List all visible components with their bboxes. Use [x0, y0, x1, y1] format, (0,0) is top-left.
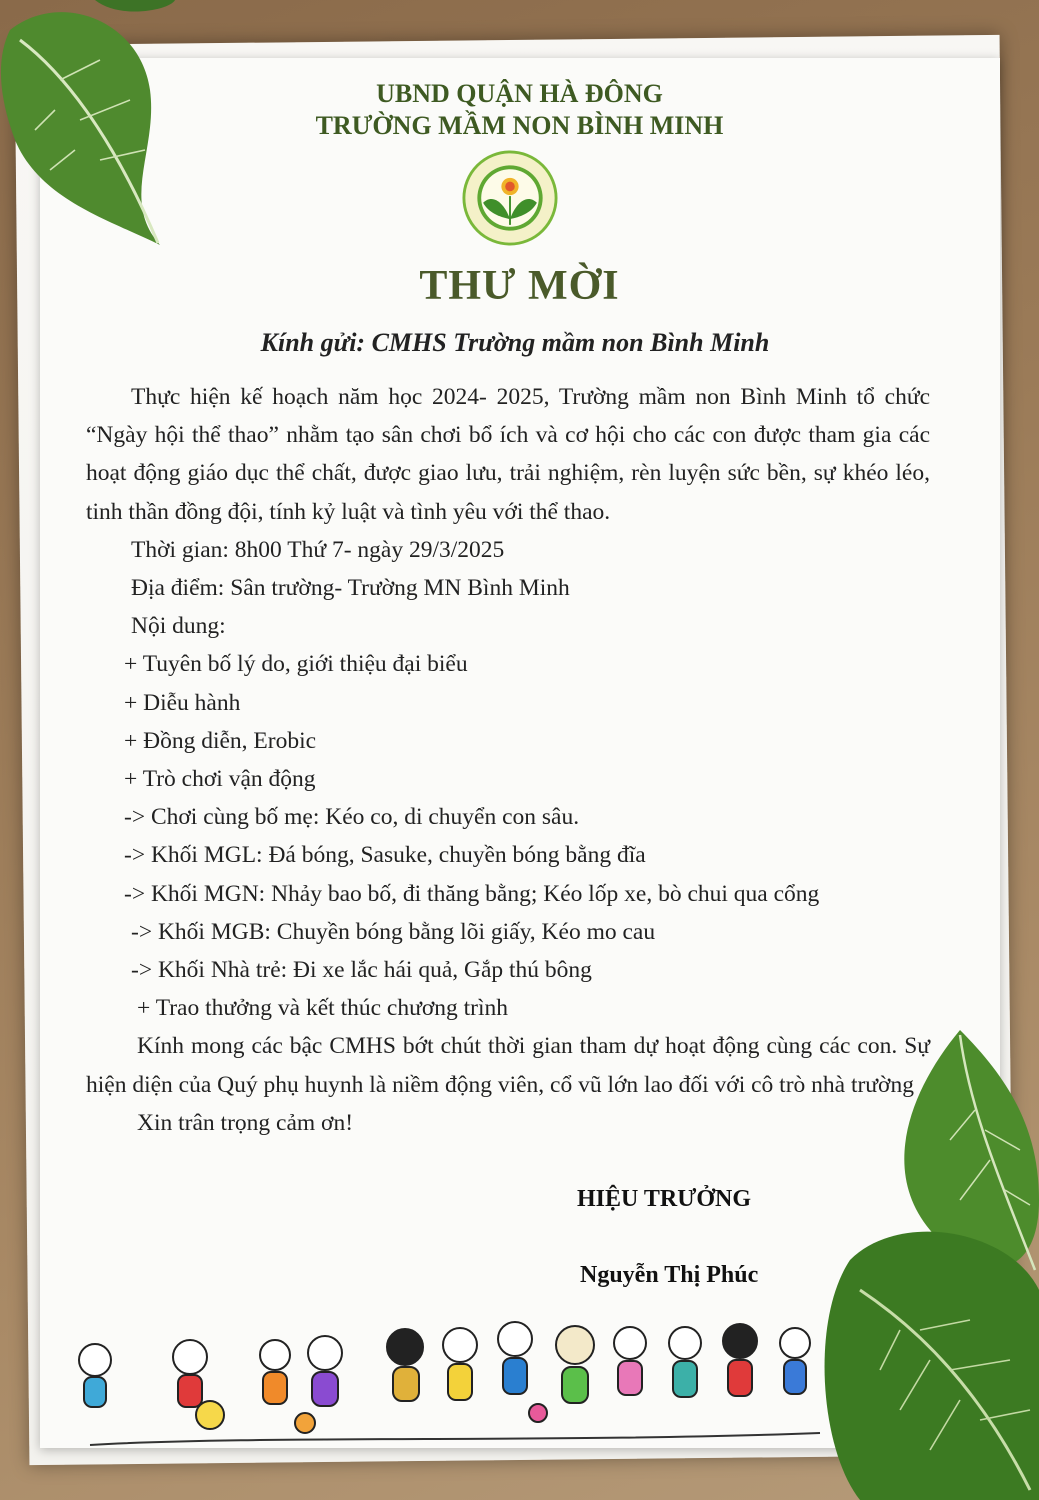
school-name: TRƯỜNG MẦM NON BÌNH MINH — [315, 111, 724, 140]
closing-paragraph: Kính mong các bậc CMHS bớt chút thời gian tham dự hoạt động cùng các con. Sự hiện diện của Quý phụ huynh là niềm động viên, cổ vũ lớn lao đối với cô trò nhà trường — [86, 1033, 930, 1098]
letter-title: THƯ MỜI — [419, 263, 620, 309]
content-item: -> Khối MGL: Đá bóng, Sasuke, chuyền bóng bằng đĩa — [124, 842, 646, 869]
district-name: UBND QUẬN HÀ ĐÔNG — [376, 79, 663, 108]
signature-role: HIỆU TRƯỞNG — [577, 1186, 752, 1212]
content-item: + Diễu hành — [124, 689, 241, 716]
signature-name: Nguyễn Thị Phúc — [580, 1262, 759, 1288]
cartoon-kids-illustration-icon — [60, 1315, 840, 1455]
content-item: -> Khối Nhà trẻ: Đi xe lắc hái quả, Gắp thú bông — [131, 957, 592, 984]
content-item: + Đồng diễn, Erobic — [124, 727, 317, 754]
content-label: Nội dung: — [131, 613, 226, 640]
content-item: + Trao thưởng và kết thúc chương trình — [137, 995, 509, 1022]
letter-body — [86, 378, 930, 1142]
content-item: -> Chơi cùng bố mẹ: Kéo co, di chuyển con sâu. — [124, 804, 580, 831]
event-time: Thời gian: 8h00 Thứ 7- ngày 29/3/2025 — [131, 536, 505, 563]
content-item: + Trò chơi vận động — [124, 766, 316, 793]
school-header — [0, 78, 1039, 142]
content-item: + Tuyên bố lý do, giới thiệu đại biểu — [124, 651, 468, 678]
school-logo-icon — [462, 150, 558, 246]
thanks-line: Xin trân trọng cảm ơn! — [137, 1109, 354, 1136]
event-place: Địa điểm: Sân trường- Trường MN Bình Minh — [131, 575, 570, 602]
intro-paragraph: Thực hiện kế hoạch năm học 2024- 2025, Trường mầm non Bình Minh tổ chức “Ngày hội thể thao” nhằm tạo sân chơi bổ ích và cơ hội cho các con được tham gia các hoạt động giáo dục thể chất, được giao lưu, trải nghiệm, rèn luyện sức bền, sự khéo léo, tinh thần đồng đội, tính kỷ luật và tình yêu với thể thao. — [86, 384, 930, 525]
content-item: -> Khối MGB: Chuyền bóng bằng lõi giấy, Kéo mo cau — [131, 918, 656, 945]
content-item: -> Khối MGN: Nhảy bao bố, đi thăng bằng; Kéo lốp xe, bò chui qua cổng — [124, 880, 820, 907]
greeting-line: Kính gửi: CMHS Trường mầm non Bình Minh — [260, 328, 770, 357]
